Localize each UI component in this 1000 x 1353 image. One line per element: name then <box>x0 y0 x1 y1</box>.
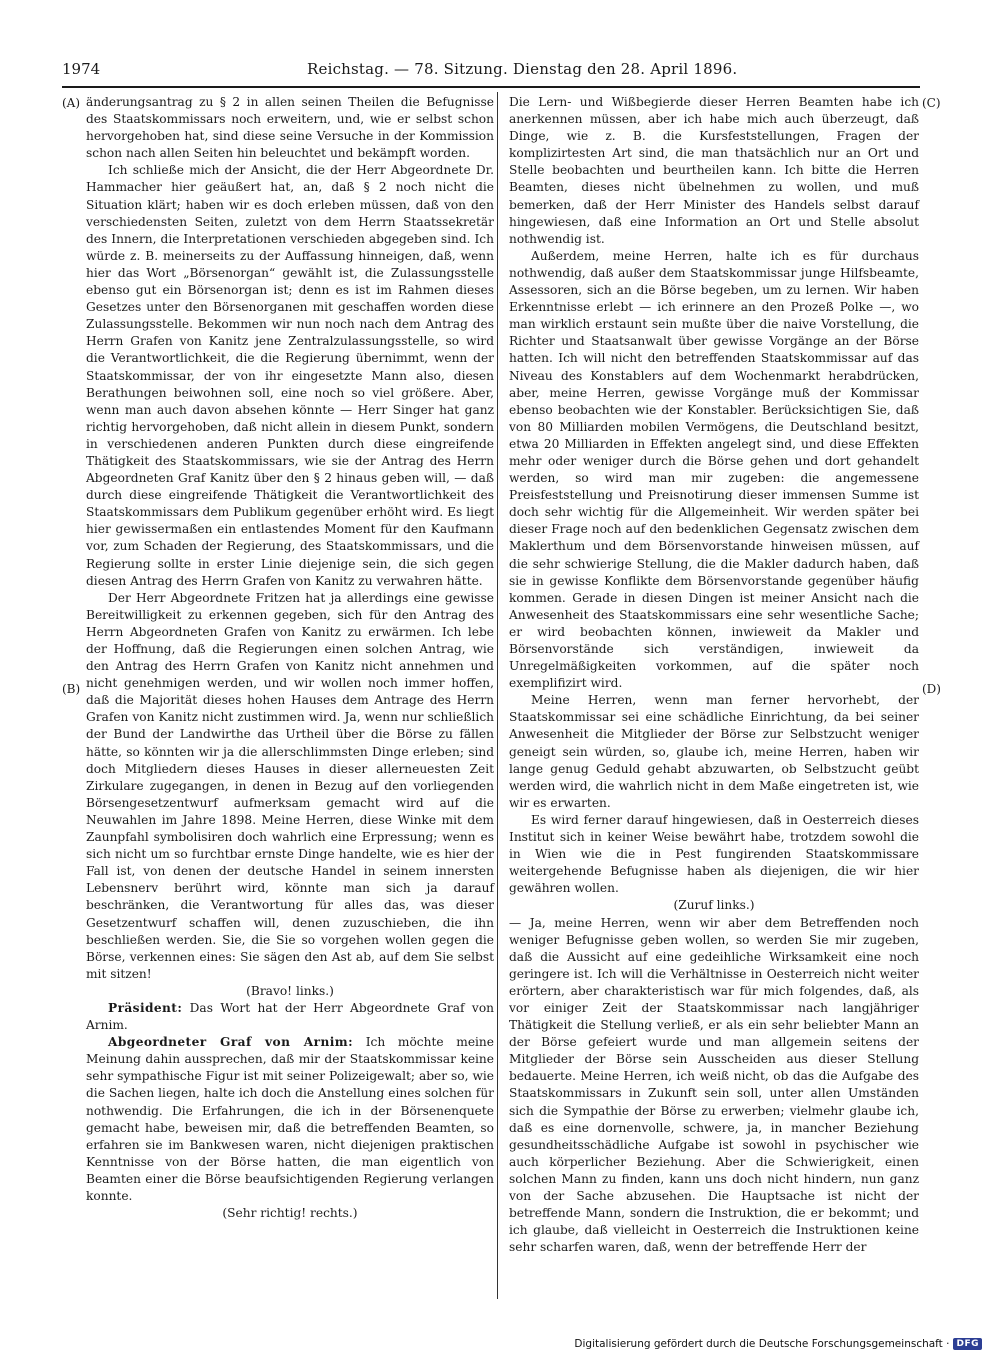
header-rule <box>62 86 920 88</box>
paragraph: Ich schließe mich der Ansicht, die der Herr Abgeordnete Dr. Hammacher hier geäußert hat, an, daß § 2 noch nicht die Situation klärt; haben wir es doch erleben müssen, daß von den verschiedensten Seiten, zuletzt von dem Herrn Staatssekretär des Innern, die Interpretationen verschieden abgegeben sind. Ich würde z. B. meinerseits zu der Auffassung hinneigen, daß, wenn hier das Wort „Börsenorgan“ gewählt ist, die Zulassungsstelle ebenso gut ein Börsenorgan ist; denn es ist im Rahmen dieses Gesetzes unter den Börsenorganen mit geschaffen worden diese Zulassungsstelle. Bekommen wir nun noch nach dem Antrag des Herrn Grafen von Kanitz jene Zentralzulassungsstelle, so wird die Verantwortlichkeit, die die Regierung übernimmt, wenn der Staatskommissar, der von ihr eingesetzte Mann also, diesen Berathungen beiwohnen soll, eine noch so viel größere. Aber, wenn man auch davon absehen könnte — Herr Singer hat ganz richtig hervorgehoben, daß nicht allein in diesem Punkt, sondern in verschiedenen anderen Punkten durch diese eingreifende Thätigkeit des Staatskommissars, wie sie der Antrag des Herrn Abgeordneten Graf Kanitz über den § 2 hinaus geben will, — daß durch diese eingreifende Thätigkeit die Verantwortlichkeit des Staatskommissars dem Publikum gegenüber erhöht wird. Es liegt hier gewissermaßen ein entlastendes Moment für den Kaufmann vor, zum Schaden der Regierung, des Staatskommissars, und die Regierung sollte in erster Linie diejenige sein, die sich gegen diesen Antrag des Herrn Grafen von Kanitz zu verwahren hätte. <box>86 163 494 588</box>
footer-credit <box>574 1335 982 1353</box>
margin-marker-b: (B) <box>62 682 81 696</box>
paragraph: — Ja, meine Herren, wenn wir aber dem Betreffenden noch weniger Befugnisse geben wollen, so werden Sie mir zugeben, daß die Aussicht auf eine gedeihliche Wirksamkeit eine noch geringere ist. Ich will die Verhältnisse in Oesterreich nicht weiter erörtern, aber charakteristisch war für mich folgendes, daß, als vor einiger Zeit der Staatskommissar nach langjähriger Thätigkeit die Stellung verließ, er als ein sehr beliebter Mann an der Börse gefeiert wurde und man allgemein seitens der Mitglieder der Börse sein Ausscheiden aus dieser Stellung bedauerte. Meine Herren, ich weiß nicht, ob das die Aufgabe des Staatskommissars in Zukunft sein soll, unter allen Umständen sich die Sympathie der Börse zu erwerben; vielmehr glaube ich, daß es eine dornenvolle, schwere, ja, in mancher Beziehung gesundheitsschädliche Aufgabe ist sowohl in psychischer wie auch körperlicher Beziehung. Aber die Schwierigkeit, einen solchen Mann zu finden, kann uns doch nicht hindern, nun ganz von der Sache abzusehen. Die Hauptsache ist nicht der betreffende Mann, sondern die Instruktion, die er bekommt; und ich glaube, daß vielleicht in Oesterreich die Instruktionen keine sehr scharfen waren, daß, wenn der betreffende Herr der <box>509 915 919 1255</box>
paragraph: Meine Herren, wenn man ferner hervorhebt, der Staatskommissar sei eine schädliche Einrichtung, da bei seiner Anwesenheit die Mitglieder der Börse zur Selbstzucht weniger geneigt sein würden, so, glaube ich, meine Herren, haben wir lange genug Geduld gehabt abzuwarten, ob Selbstzucht geübt werden wird, die wahrlich nicht in dem Maße eingetreten ist, wie wir es erwarten. <box>509 693 919 810</box>
page-header <box>62 58 920 82</box>
paragraph: änderungsantrag zu § 2 in allen seinen Theilen die Befugnisse des Staatskommissars noch erweitern, und, wie er selbst schon hervorgehoben hat, sind diese seine Versuche in der Kommission schon nach allen Seiten hin beleuchtet und bekämpft worden. <box>86 95 494 161</box>
paragraph: Der Herr Abgeordnete Fritzen hat ja allerdings eine gewisse Bereitwilligkeit zu erkennen gegeben, sich für den Antrag des Herrn Abgeordneten Grafen von Kanitz zu erwärmen. Ich lebe der Hoffnung, daß die Regierungen einen solchen Antrag, wie den Antrag des Herrn Grafen von Kanitz nicht annehmen und nicht genehmigen werden, und wir wollen noch immer hoffen, daß die Majorität dieses hohen Hauses dem Antrage des Herrn Grafen von Kanitz nicht zustimmen wird. Ja, wenn nur schließlich der Bund der Landwirthe das Urtheil über die Börse zu fällen hätte, so könnten wir ja die allerschlimmsten Dinge erleben; sind doch Mitgliedern dieses Hauses in dieser allerneuesten Zeit Zirkulare zugegangen, in denen in Bezug auf den vorliegenden Börsengesetzentwurf aufmerksam gemacht wird auf die Neuwahlen im Jahre 1898. Meine Herren, diese Winke mit dem Zaunpfahl symbolisiren doch wahrlich eine Erpressung; wenn es sich nicht um so furchtbar ernste Dinge handelte, wie es hier der Fall ist, von denen der deutsche Handel in seinem innersten Lebensnerv berührt wird, könnte man sich ja darauf beschränken, die Verantwortung für alles das, was dieser Gesetzentwurf schaffen will, denen zuzuschieben, die ihn beschließen werden. Sie, die Sie so vorgehen wollen gegen die Börse, verkennen eines: Sie sägen den Ast ab, auf dem Sie selbst mit sitzen! <box>86 590 494 981</box>
page-title: Reichstag. — 78. Sitzung. Dienstag den 28. April 1896. <box>307 60 738 78</box>
footer-text: Digitalisierung gefördert durch die Deutsche Forschungsgemeinschaft · <box>574 1338 950 1350</box>
interjection: (Zuruf links.) <box>673 898 755 913</box>
paragraph: Die Lern- und Wißbegierde dieser Herren Beamten habe ich anerkennen müssen, aber ich habe mich auch überzeugt, daß Dinge, wie z. B. die Kursfeststellungen, Fragen der komplizirtesten Art sind, die man thatsächlich nur an Ort und Stelle beobachten und beurtheilen kann. Ich bitte die Herren Beamten, dieses nicht übelnehmen zu wollen, und muß bemerken, daß der Herr Minister des Handels selbst darauf hingewiesen, daß eine Information an Ort und Stelle absolut nothwendig ist. <box>509 95 919 246</box>
speaker-label: Präsident: <box>108 1000 183 1015</box>
page-number: 1974 <box>62 60 101 78</box>
speaker-label: Abgeordneter Graf von Arnim: <box>108 1035 353 1050</box>
left-column <box>86 94 494 1222</box>
speaker-text: Das Wort hat der Herr Abgeordnete Graf von Arnim. <box>86 1000 495 1033</box>
paragraph: Es wird ferner darauf hingewiesen, daß in Oesterreich dieses Institut sich in keiner Weise bewährt habe, trotzdem sowohl die in Wien wie die in Pest fungirenden Staatskommissare weitergehende Befugnisse haben als diejenigen, die wir hier gewähren wollen. <box>509 812 919 896</box>
arnim-paragraph <box>86 1034 494 1205</box>
column-divider <box>497 92 498 1299</box>
interjection: (Bravo! links.) <box>246 983 334 998</box>
margin-marker-d: (D) <box>922 682 941 696</box>
dfg-logo-icon: DFG <box>953 1338 982 1350</box>
speaker-text: Ich möchte meine Meinung dahin aussprechen, daß mir der Staatskommissar keine sehr sympathische Figur ist mit seiner Polizeigewalt; aber so, wie die Sachen liegen, halte ich doch die Anstellung eines solchen für nothwendig. Die Erfahrungen, die ich in der Börsenenquete gemacht habe, beweisen mir, daß die betreffenden Beamten, so erfahren sie im Bankwesen waren, nicht diejenigen praktischen Kenntnisse von der Börse hatten, die man eigentlich von Beamten einer die Börse beaufsichtigenden Regierung verlangen konnte. <box>86 1035 494 1203</box>
paragraph: Außerdem, meine Herren, halte ich es für durchaus nothwendig, daß außer dem Staatskommissar junge Hilfsbeamte, Assessoren, sich an die Börse begeben, um zu lernen. Wir haben Erkenntnisse erlebt — ich erinnere an den Prozeß Polke —, wo man wirklich erstaunt sein mußte über die naive Vorstellung, die Richter und Staatsanwalt über gewisse Vorgänge an der Börse hatten. Ich will nicht den betreffenden Staatskommissar auf das Niveau des Konstablers auf dem Wochenmarkt herabdrücken, aber, meine Herren, gewisse Vorgänge muß der Kommissar ebenso beobachten wie der Konstabler. Berücksichtigen Sie, daß von 80 Milliarden mobilen Vermögens, die Deutschland besitzt, etwa 20 Milliarden in Effekten angelegt sind, und diese Effekten mehr oder weniger durch die Börse gehen und dort gehandelt werden, so wird man mir zugeben: die angemessene Preisfeststellung und Preisnotirung dieser immensen Summe ist doch sehr wichtig für die Allgemeinheit. Wir werden später bei dieser Frage noch auf den bedenklichen Gegensatz zwischen dem Maklerthum und dem Börsenvorstande hinweisen müssen, auf die sehr schwierige Stellung, die die Makler dadurch haben, daß sie in gewisse Konflikte dem Börsenvorstande gegenüber häufig kommen. Gerade in diesen Dingen ist meiner Ansicht nach die Anwesenheit des Staatskommissars eine sehr wesentliche Sache; er wird beobachten können, inwieweit da Makler und Börsenvorstände sich verständigen, inwieweit da Unregelmäßigkeiten vorkommen, auf die später noch exemplifizirt wird. <box>509 248 919 691</box>
margin-marker-a: (A) <box>62 96 81 110</box>
margin-marker-c: (C) <box>922 96 941 110</box>
president-paragraph <box>86 1000 494 1034</box>
right-column <box>509 94 919 1256</box>
interjection: (Sehr richtig! rechts.) <box>222 1206 358 1221</box>
